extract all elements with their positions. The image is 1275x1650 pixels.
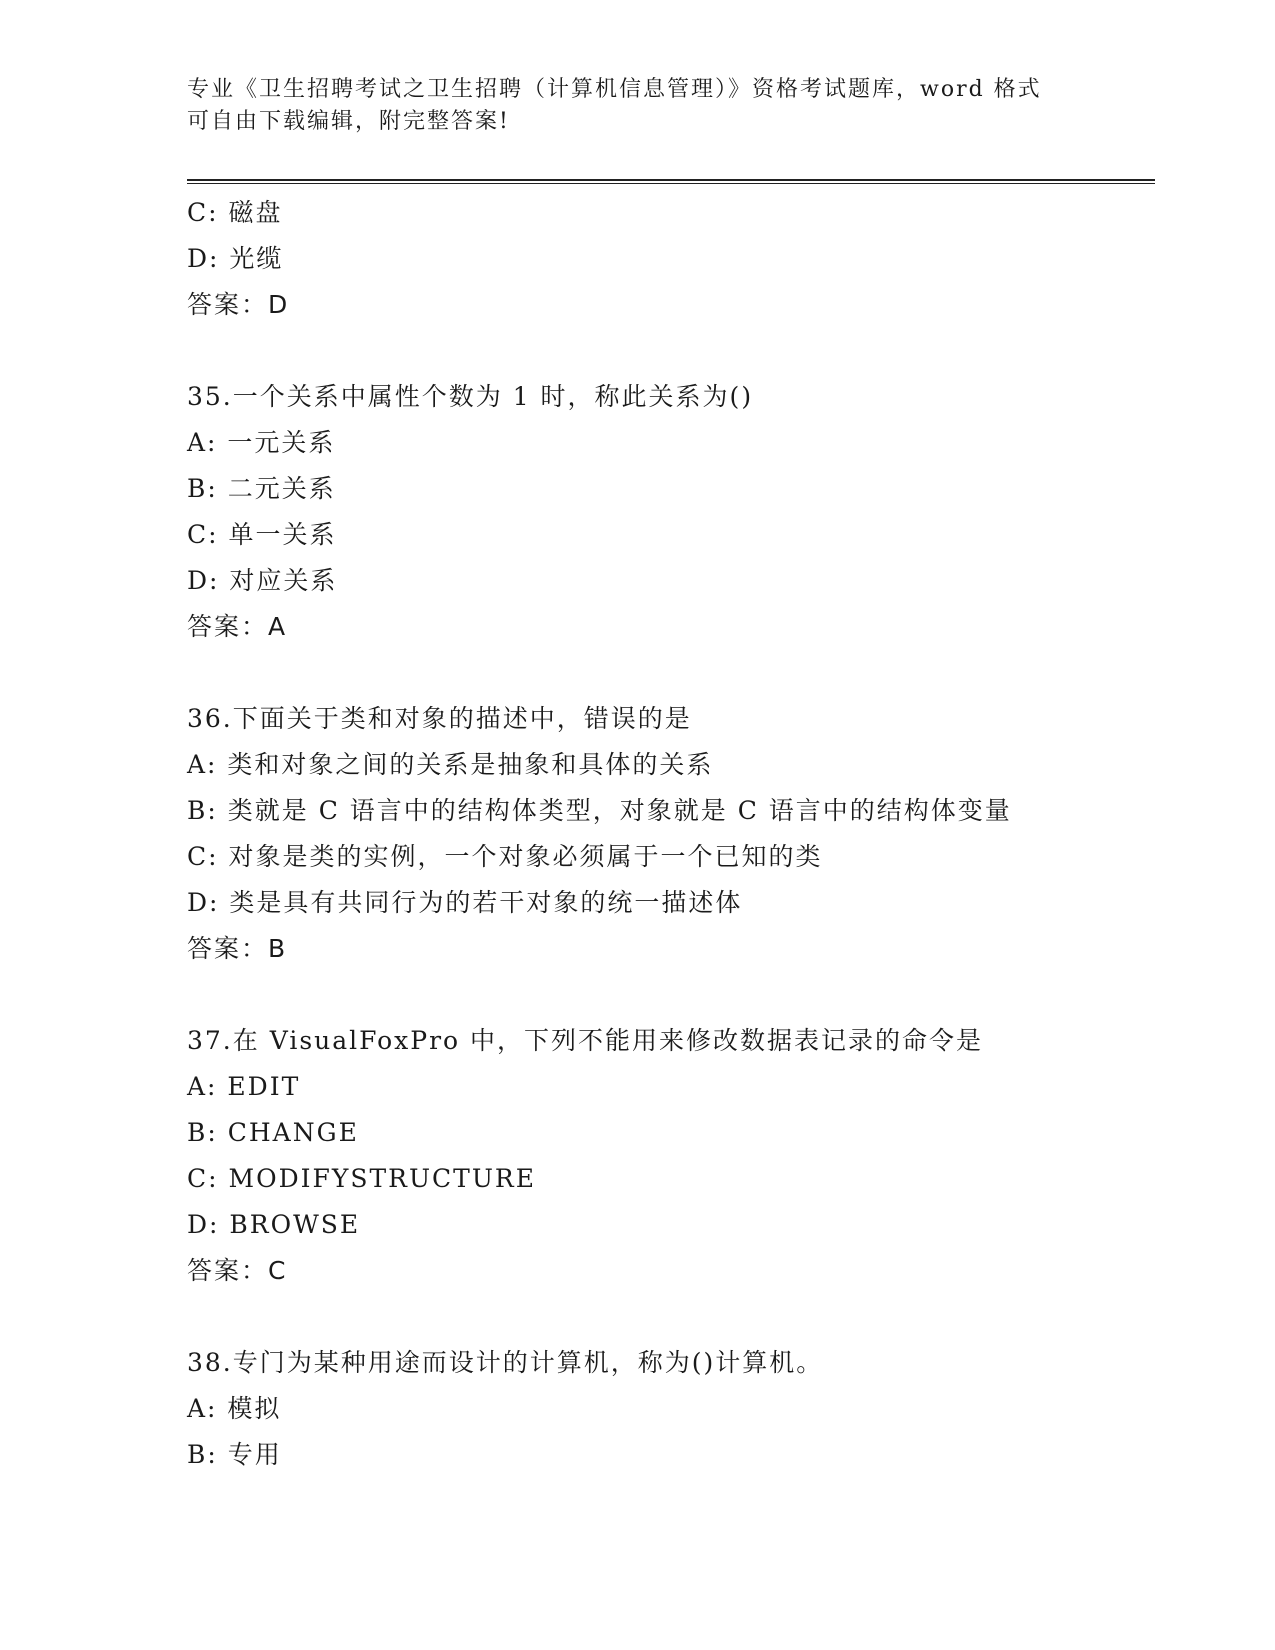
question-34-tail: [187, 190, 1155, 328]
header-divider: [187, 179, 1155, 184]
header-line-2: 可自由下载编辑，附完整答案!: [187, 109, 510, 134]
question-38: [187, 1340, 1155, 1478]
spacer: [187, 328, 1155, 374]
question-list: [187, 190, 1155, 1478]
option-b: B: 二元关系: [187, 474, 336, 503]
option-b: B: CHANGE: [187, 1118, 359, 1147]
spacer: [187, 1294, 1155, 1340]
option-a: A: 类和对象之间的关系是抽象和具体的关系: [187, 750, 714, 779]
option-b: B: 专用: [187, 1440, 282, 1469]
header-line-1: 专业《卫生招聘考试之卫生招聘（计算机信息管理）》资格考试题库，word 格式: [187, 77, 1042, 102]
document-header: [187, 74, 1087, 138]
question-stem: 35.一个关系中属性个数为 1 时，称此关系为(): [187, 382, 754, 411]
question-stem: 36.下面关于类和对象的描述中，错误的是: [187, 704, 692, 733]
option-a: A: EDIT: [187, 1072, 301, 1101]
option-c: C: 单一关系: [187, 520, 337, 549]
answer-line: 答案：B: [187, 934, 288, 963]
question-37: [187, 1018, 1155, 1294]
spacer: [187, 972, 1155, 1018]
option-d: D: 对应关系: [187, 566, 338, 595]
question-36: [187, 696, 1155, 972]
option-d: D: 光缆: [187, 244, 284, 273]
answer-line: 答案：C: [187, 1256, 288, 1285]
option-d: D: BROWSE: [187, 1210, 361, 1239]
question-35: [187, 374, 1155, 650]
option-a: A: 一元关系: [187, 428, 336, 457]
question-stem: 38.专门为某种用途而设计的计算机，称为()计算机。: [187, 1348, 824, 1377]
option-b: B: 类就是 C 语言中的结构体类型，对象就是 C 语言中的结构体变量: [187, 796, 1012, 825]
answer-line: 答案：D: [187, 290, 290, 319]
spacer: [187, 650, 1155, 696]
option-d: D: 类是具有共同行为的若干对象的统一描述体: [187, 888, 743, 917]
question-stem: 37.在 VisualFoxPro 中，下列不能用来修改数据表记录的命令是: [187, 1026, 984, 1055]
option-a: A: 模拟: [187, 1394, 282, 1423]
option-c: C: 磁盘: [187, 198, 283, 227]
answer-line: 答案：A: [187, 612, 288, 641]
option-c: C: MODIFYSTRUCTURE: [187, 1164, 537, 1193]
option-c: C: 对象是类的实例，一个对象必须属于一个已知的类: [187, 842, 823, 871]
